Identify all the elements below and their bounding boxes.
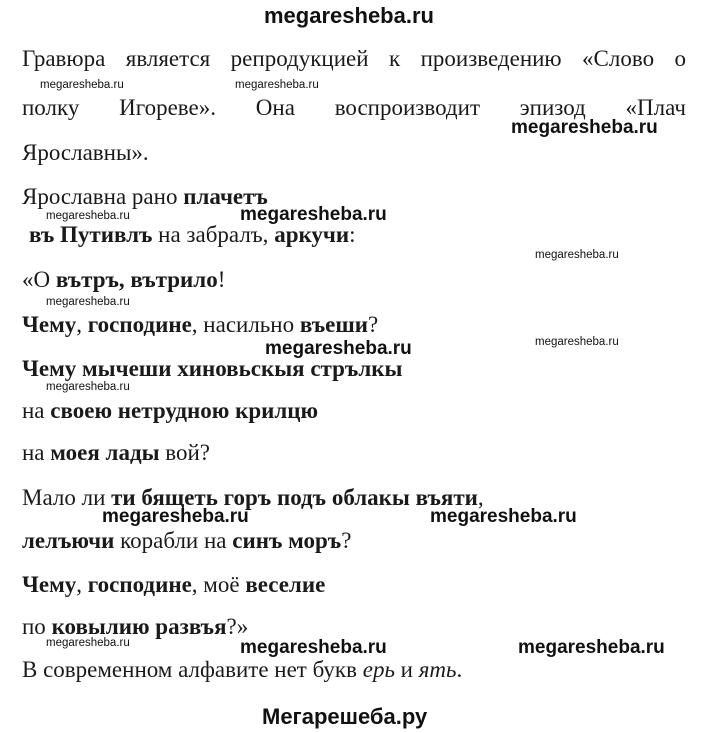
poem-line-10: Чему, господине, моё веселие xyxy=(22,572,326,597)
poem-line-3: «О вътръ, вътрило! xyxy=(22,267,226,292)
watermark: megaresheba.ru xyxy=(40,79,124,91)
watermark: megaresheba.ru xyxy=(240,204,387,225)
watermark: megaresheba.ru xyxy=(102,506,249,527)
intro-line-1: Гравюра является репродукцией к произведению «Слово о xyxy=(22,46,686,71)
watermark: megaresheba.ru xyxy=(518,637,665,658)
intro-line-2: полку Игореве». Она воспроизводит эпизод «Плач xyxy=(22,95,686,120)
intro-line-3: Ярославны». xyxy=(22,140,149,165)
watermark: megaresheba.ru xyxy=(46,637,130,649)
watermark: megaresheba.ru xyxy=(535,249,619,261)
site-footer: Мегарешеба.ру xyxy=(262,704,428,729)
conclusion-line: В современном алфавите нет букв ерь и ять. xyxy=(22,657,463,682)
poem-line-8: Мало ли ти бящеть горъ подъ облакы въяти, xyxy=(22,485,484,510)
poem-line-6: на своею нетрудною крилцю xyxy=(22,398,319,423)
watermark: megaresheba.ru xyxy=(265,338,412,359)
poem-line-7: на моея лады вой? xyxy=(22,440,211,465)
watermark: megaresheba.ru xyxy=(46,381,130,393)
watermark: megaresheba.ru xyxy=(46,210,130,222)
watermark: megaresheba.ru xyxy=(235,79,319,91)
site-header: megaresheba.ru xyxy=(264,3,434,28)
watermark: megaresheba.ru xyxy=(535,336,619,348)
watermark: megaresheba.ru xyxy=(430,506,577,527)
poem-line-2: въ Путивлъ на забралъ, аркучи: xyxy=(29,222,356,247)
watermark: megaresheba.ru xyxy=(46,296,130,308)
poem-line-9: лелъючи корабли на синъ моръ? xyxy=(22,528,352,553)
poem-line-4: Чему, господине, насильно въеши? xyxy=(22,312,379,337)
watermark: megaresheba.ru xyxy=(240,637,387,658)
poem-line-11: по ковылию развъя?» xyxy=(22,614,249,639)
poem-line-1: Ярославна рано плачетъ xyxy=(22,184,268,209)
poem-line-5: Чему мычеши хиновьскыя стрълкы xyxy=(22,356,403,381)
watermark: megaresheba.ru xyxy=(511,117,658,138)
